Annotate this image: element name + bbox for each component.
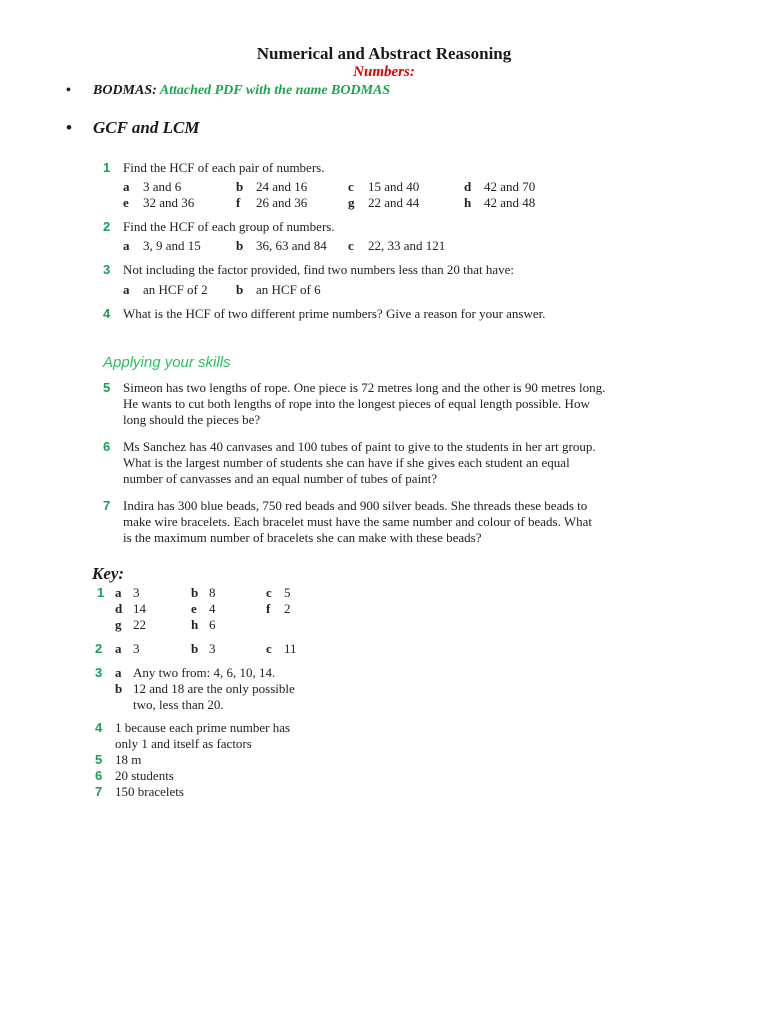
bullet-dot-icon: • (66, 83, 71, 98)
question-number: 1 (103, 160, 111, 175)
option: e 32 and 36 (123, 195, 195, 210)
question-number: 7 (103, 498, 111, 513)
option: g 22 and 44 (348, 195, 420, 210)
question-number: 3 (103, 262, 111, 277)
question-line: number of canvasses and an equal number of tubes of paint? (123, 471, 438, 486)
key-number: 2 (95, 641, 103, 656)
key-answer-line: 150 bracelets (115, 784, 184, 799)
option: f 26 and 36 (236, 195, 308, 210)
question-number: 6 (103, 439, 111, 454)
question-text: Find the HCF of each pair of numbers. (123, 160, 325, 175)
question-line: make wire bracelets. Each bracelet must have the same number and colour of beads. What (123, 514, 593, 529)
question-line: What is the largest number of students she can have if she gives each student an equal (123, 455, 570, 470)
bodmas-note: Attached PDF with the name BODMAS (159, 83, 391, 98)
key-answer: b 12 and 18 are the only possible (115, 681, 295, 696)
key-answer-line: two, less than 20. (133, 697, 224, 712)
key-answer: a Any two from: 4, 6, 10, 14. (115, 665, 276, 680)
key-number: 6 (95, 768, 103, 783)
option: b 24 and 16 (236, 179, 308, 194)
question-line: He wants to cut both lengths of rope into the longest pieces of equal length possible. How (123, 396, 590, 411)
key-answer-line: 20 students (115, 768, 174, 783)
option: b 36, 63 and 84 (236, 238, 327, 253)
question-line: long should the pieces be? (123, 412, 261, 427)
key-number: 5 (95, 752, 103, 767)
option: c 22, 33 and 121 (348, 238, 446, 253)
option: c 15 and 40 (348, 179, 420, 194)
key-answer-line: 1 because each prime number has (115, 720, 291, 735)
key-number: 7 (95, 784, 103, 799)
question-text: Find the HCF of each group of numbers. (123, 219, 335, 234)
question-line: Indira has 300 blue beads, 750 red beads and 900 silver beads. She threads these beads to (123, 498, 588, 513)
key-number: 3 (95, 665, 103, 680)
key-answer: c 11 (266, 641, 297, 656)
question-line: Simeon has two lengths of rope. One piece is 72 metres long and the other is 90 metres long. (123, 380, 606, 395)
key-answer: a 3 (115, 585, 140, 600)
option: b an HCF of 6 (236, 282, 321, 297)
question-text: Not including the factor provided, find two numbers less than 20 that have: (123, 262, 514, 277)
key-answer-line: only 1 and itself as factors (115, 736, 252, 751)
key-answer: b 3 (191, 641, 216, 656)
section-heading: Applying your skills (103, 354, 231, 371)
option: a 3 and 6 (123, 179, 182, 194)
key-answer: g 22 (115, 617, 146, 632)
key-answer: f 2 (266, 601, 291, 616)
key-answer-line: 18 m (115, 752, 142, 767)
question-number: 4 (103, 306, 111, 321)
key-number: 4 (95, 720, 103, 735)
bodmas-label: BODMAS: (93, 83, 157, 98)
key-answer: a 3 (115, 641, 140, 656)
key-answer: d 14 (115, 601, 146, 616)
key-title: Key: (92, 564, 125, 583)
page-title: Numerical and Abstract Reasoning (256, 44, 512, 63)
question-number: 2 (103, 219, 111, 234)
option: h 42 and 48 (464, 195, 536, 210)
gcf-label: GCF and LCM (93, 118, 200, 137)
page-subtitle: Numbers: (353, 64, 415, 80)
option: d 42 and 70 (464, 179, 536, 194)
question-text: What is the HCF of two different prime numbers? Give a reason for your answer. (123, 306, 546, 321)
question-line: Ms Sanchez has 40 canvases and 100 tubes of paint to give to the students in her art group. (123, 439, 596, 454)
key-answer: c 5 (266, 585, 291, 600)
bullet-dot-icon: • (66, 118, 72, 137)
question-number: 5 (103, 380, 111, 395)
option: a 3, 9 and 15 (123, 238, 201, 253)
question-line: is the maximum number of bracelets she can make with these beads? (123, 530, 482, 545)
key-answer: e 4 (191, 601, 216, 616)
option: a an HCF of 2 (123, 282, 208, 297)
key-answer: h 6 (191, 617, 216, 632)
key-answer: b 8 (191, 585, 216, 600)
key-number: 1 (97, 585, 105, 600)
